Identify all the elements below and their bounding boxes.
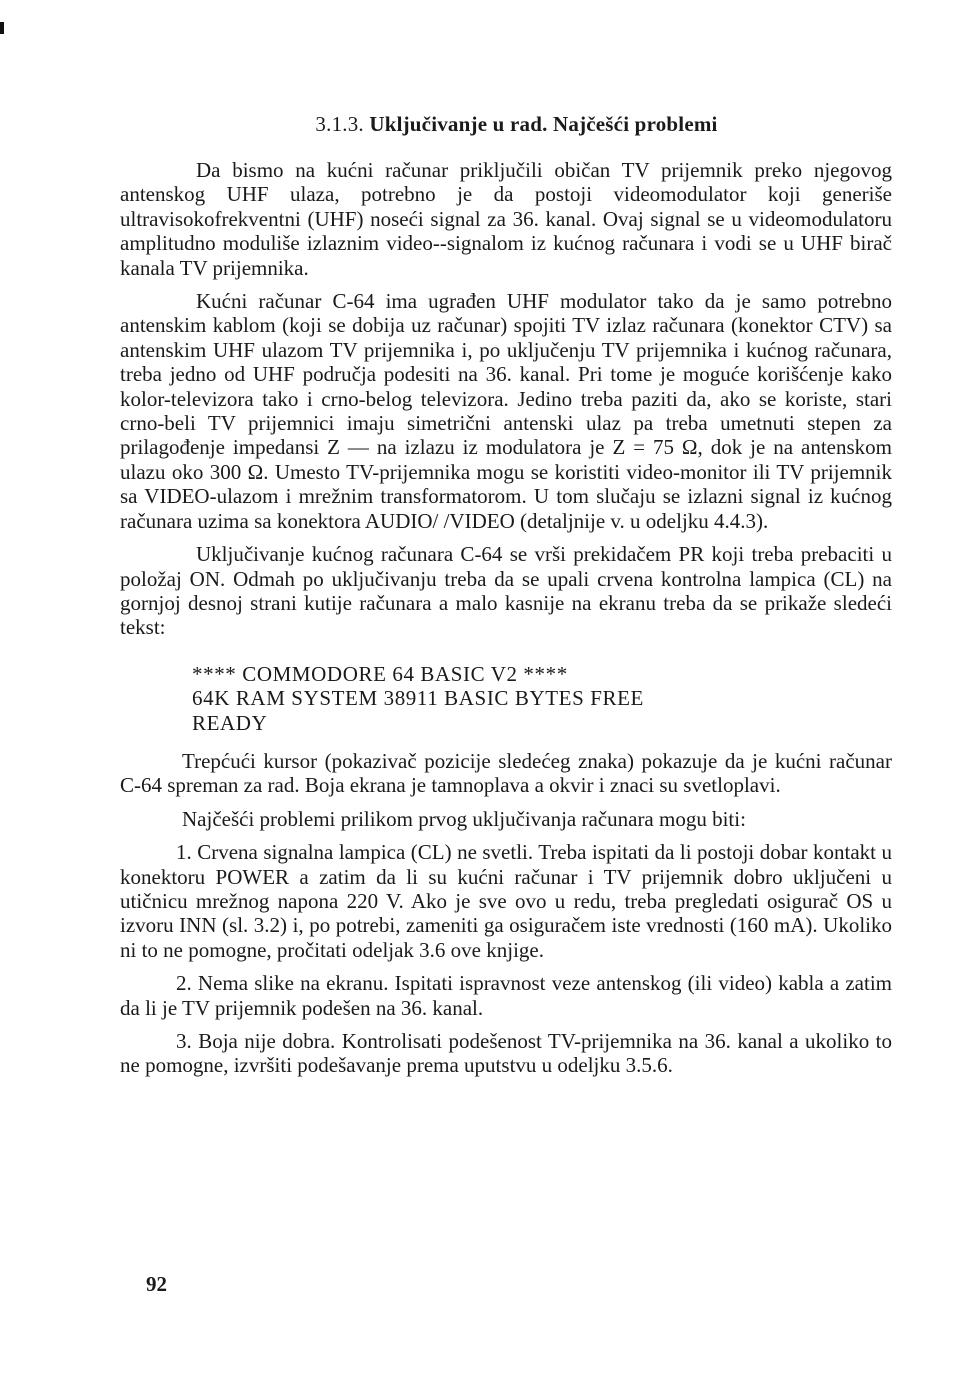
section-number: 3.1.3. (315, 112, 364, 136)
screen-line-banner: **** COMMODORE 64 BASIC V2 **** (192, 661, 568, 686)
problem-item-1: 1. Crvena signalna lampica (CL) ne svetli. Treba ispitati da li postoji dobar kontakt u konektoru POWER a zatim da li su kućni računar i TV prijemnik dobro uključeni u utičnicu mrežnog napona 220 V. Ako je sve ovo u redu, treba pregledati osigurač OS u izvoru INN (sl. 3.2) i, po potrebi, zameniti ga osiguračem iste vrednosti (160 mA). Ukoliko ni to ne pomogne, pročitati odeljak 3.6 ove knjige. (120, 840, 892, 962)
screen-output-block (192, 662, 892, 735)
paragraph-power-on: Uključivanje kućnog računara C-64 se vrši prekidačem PR koji treba prebaciti u položaj ON. Odmah po uključivanju treba da se upali crvena kontrolna lampica (CL) na gornjoj desnoj strani kutije računara a malo kasnije na ekranu treba da se prikaže sledeći tekst: (120, 542, 892, 640)
section-title: Uključivanje u rad. Najčešći problemi (369, 112, 718, 136)
scan-corner-mark (0, 22, 4, 34)
screen-line-memory: 64K RAM SYSTEM 38911 BASIC BYTES FREE (192, 686, 644, 711)
paragraph-cursor: Trepćući kursor (pokazivač pozicije sledećeg znaka) pokazuje da je kućni računar C-64 spreman za rad. Boja ekrana je tamnoplava a okvir i znaci su svetloplavi. (120, 748, 892, 798)
problem-item-2: 2. Nema slike na ekranu. Ispitati ispravnost veze antenskog (ili video) kabla a zatim da li je TV prijemnik podešen na 36. kanal. (120, 971, 892, 1020)
page-body (120, 158, 892, 1087)
paragraph-problems-intro: Najčešći problemi prilikom prvog uključivanja računara mogu biti: (182, 806, 746, 831)
paragraph-modulator: Kućni računar C-64 ima ugrađen UHF modulator tako da je samo potrebno antenskim kablom (koji se dobija uz računar) spojiti TV izlaz računara (konektor CTV) sa antenskim UHF ulazom TV prijemnika i, po uključenju TV prijemnika i kućnog računara, treba jedno od UHF područja podesiti na 36. kanal. Pri tome je moguće korišćenje kako kolor-televizora tako i crno-belog televizora. Jedino treba paziti da, ako se koriste, stari crno-beli TV prijemnici imaju simetrični antenski ulaz pa treba umetnuti stepen za prilagođenje impedansi Z — na izlazu iz modulatora je Z = 75 Ω, dok je na antenskom ulazu oko 300 Ω. Umesto TV-prijemnika mogu se koristiti video-monitor ili TV prijemnik sa VIDEO-ulazom i mrežnim transformatorom. U tom slučaju se izlazni signal iz kućnog računara uzima sa konektora AUDIO/ /VIDEO (detaljnije v. u odeljku 4.4.3). (120, 289, 892, 533)
paragraph-intro: Da bismo na kućni računar priključili običan TV prijemnik preko njegovog antenskog UHF ulaza, potrebno je da postoji videomodulator koji generiše ultravisokofrekventni (UHF) noseći signal za 36. kanal. Ovaj signal se u videomodulatoru amplitudno moduliše izlaznim video--signalom iz kućnog računara i vodi se u UHF birač kanala TV prijemnika. (120, 158, 892, 280)
problem-item-3: 3. Boja nije dobra. Kontrolisati podešenost TV-prijemnika na 36. kanal a ukoliko to ne pomogne, izvršiti podešavanje prema uputstvu u odeljku 3.5.6. (120, 1029, 892, 1078)
page-number: 92 (146, 1272, 167, 1296)
section-heading (0, 112, 973, 137)
screen-line-ready: READY (192, 710, 268, 735)
